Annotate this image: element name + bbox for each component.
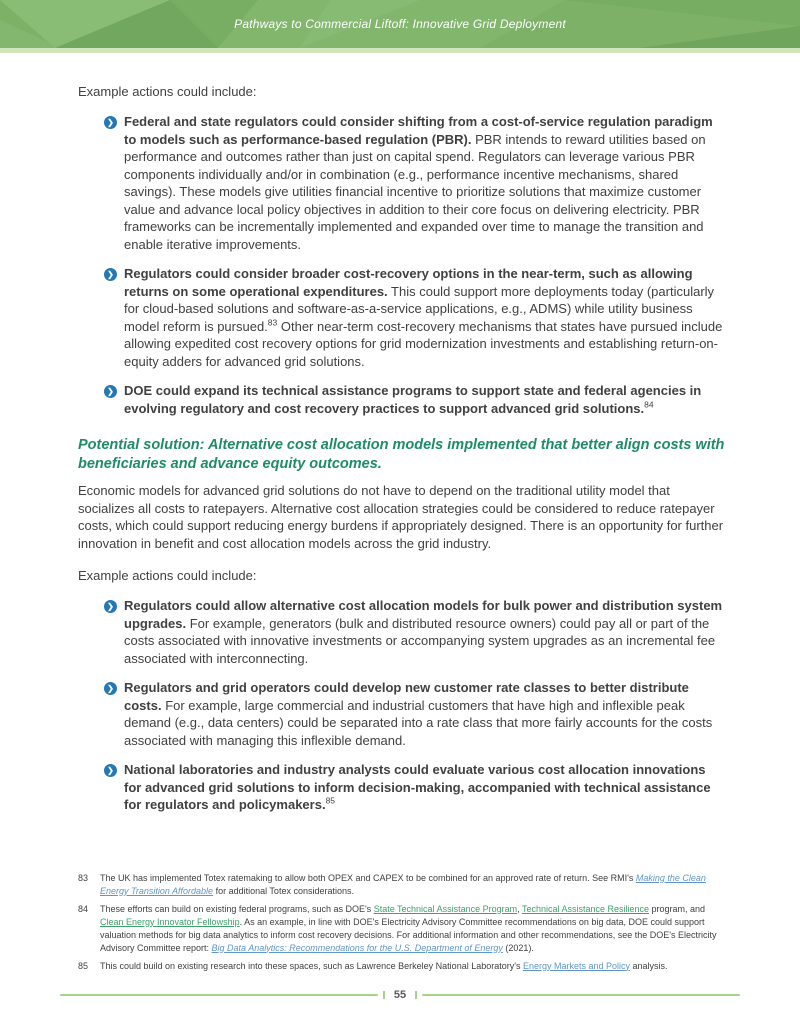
footnote-item: [78, 903, 726, 955]
footnote-body: ,: [517, 903, 522, 914]
bullet-item: [104, 679, 726, 749]
chevron-circle-icon: [104, 116, 117, 129]
footnote-item: [78, 960, 726, 973]
footnote-body: program, and: [649, 903, 706, 914]
bullet-lead: Regulators could allow alternative cost allocation models for bulk power and distribution system upgrades.: [124, 598, 723, 631]
footnote-body: analysis.: [630, 960, 668, 971]
chevron-glyph: ❯: [107, 765, 114, 775]
bullet-text: [124, 597, 726, 667]
footnote-number: 85: [78, 960, 89, 971]
chevron-circle-icon: [104, 682, 117, 695]
footnote-body: (2021).: [502, 942, 534, 953]
footnote-body: These efforts can build on existing federal programs, such as DOE's: [100, 903, 374, 914]
footer-tick-right: [415, 991, 417, 999]
bullet-item: [104, 761, 726, 814]
bullet-text: [124, 113, 726, 253]
footnote-number: 83: [78, 872, 89, 883]
footnote-link[interactable]: Making the Clean Energy Transition Affordable: [100, 872, 706, 896]
chevron-glyph: ❯: [107, 386, 114, 396]
intro-text-1: Example actions could include:: [78, 84, 257, 99]
header-banner: [0, 0, 800, 48]
bullet-body: This could support more deployments today (particularly for cloud-based solutions and software-as-a-service applications, e.g., ADMS) while utility business model reform is pursued.: [124, 283, 715, 334]
page-number: 55: [393, 988, 407, 1001]
footer-rule-right: [422, 994, 740, 996]
footer-rule-left: [60, 994, 378, 996]
bullet-item: [104, 597, 726, 667]
bullet-lead: Federal and state regulators could consider shifting from a cost-of-service regulation paradigm to models such as performance-based regulation (PBR).: [124, 114, 713, 147]
chevron-circle-icon: [104, 600, 117, 613]
footnote-ref: 83: [267, 317, 278, 328]
bullet-body: Other near-term cost-recovery mechanisms that states have pursued include allowing expedited cost recovery options for grid modernization investments and establishing return-on-equity adders for advanced grid solutions.: [124, 318, 723, 369]
bullet-item: [104, 113, 726, 253]
header-strip: [0, 48, 800, 53]
chevron-glyph: ❯: [107, 683, 114, 693]
bullet-text: [124, 265, 726, 370]
footnote-link[interactable]: State Technical Assistance Program: [373, 903, 518, 914]
footnote-body: The UK has implemented Totex ratemaking to allow both OPEX and CAPEX to be combined for an approved rate of return. See RMI's: [100, 872, 636, 883]
page-footer: [0, 989, 800, 1001]
chevron-glyph: ❯: [107, 117, 114, 127]
intro-text-2: Example actions could include:: [78, 568, 257, 583]
footnote-text: [100, 960, 726, 973]
bullet-text: [124, 382, 726, 417]
bullet-list-2: [78, 597, 726, 814]
bullet-lead: National laboratories and industry analysts could evaluate various cost allocation innovations for advanced grid solutions to inform decision-making, accompanied with technical assistance for regulators and policymakers.: [124, 762, 711, 812]
footnote-link[interactable]: Big Data Analytics: Recommendations for the U.S. Department of Energy: [211, 942, 503, 953]
footnote-item: [78, 872, 726, 898]
bullet-text: [124, 761, 726, 814]
bullet-body: For example, large commercial and industrial customers that have high and inflexible peak demand (e.g., data centers) could be separated into a rate class that more fairly accounts for the costs associated with managing this inflexible demand.: [124, 697, 713, 748]
chevron-glyph: ❯: [107, 601, 114, 611]
bullet-body: For example, generators (bulk and distributed resource owners) could pay all or part of the costs associated with innovative investments or accompanying system upgrades as an incremental fee associated with interconnecting.: [124, 615, 716, 666]
bullet-lead: Regulators and grid operators could develop new customer rate classes to better distribute costs.: [124, 680, 689, 713]
chevron-circle-icon: [104, 764, 117, 777]
footnote-number: 84: [78, 903, 89, 914]
footnote-link[interactable]: Technical Assistance Resilience: [521, 903, 650, 914]
bullet-lead: DOE could expand its technical assistance programs to support state and federal agencies in evolving regulatory and cost recovery practices to support advanced grid solutions.: [124, 383, 702, 416]
footnote-link[interactable]: Clean Energy Innovator Fellowship: [100, 916, 240, 927]
bullet-list-1: [78, 113, 726, 417]
bullet-body: PBR intends to reward utilities based on performance and outcomes rather than just on capital spend. Regulators can leverage various PBR components individually and/or in combination (e.g., performance incentive mechanisms, shared savings). These models give utilities financial incentive to prioritize solutions that maximize customer value and advance local policy objectives in addition to their core focus on delivering electricity. PBR frameworks can be incrementally implemented and expanded over time to manage the transition and enable iterative improvements.: [124, 131, 706, 252]
solution-paragraph: Economic models for advanced grid solutions do not have to depend on the traditional utility model that socializes all costs to ratepayers. Alternative cost allocation strategies could be considered to reduce ratepayer costs, which could support reducing energy burdens if appropriately designed. There is an opportunity for further innovation in benefit and cost allocation models across the grid industry.: [78, 483, 724, 551]
footnote-body: for additional Totex considerations.: [213, 885, 354, 896]
footnote-link[interactable]: Energy Markets and Policy: [522, 960, 630, 971]
footnote-body: This could build on existing research into these spaces, such as Lawrence Berkeley National Laboratory's: [100, 960, 523, 971]
footnote-ref: 85: [325, 795, 336, 806]
bullet-item: [104, 382, 726, 417]
footnote-text: [100, 872, 726, 898]
footnote-ref: 84: [644, 399, 654, 410]
footnote-text: [100, 903, 726, 955]
footnotes-section: [78, 872, 726, 973]
bullet-lead: Regulators could consider broader cost-recovery options in the near-term, such as allowing returns on some operational expenditures.: [124, 266, 693, 299]
footnote-body: . As an example, in line with DOE's Electricity Advisory Committee recommendations on big data, DOE could support valuation methods for big data analytics to inform cost recovery decisions. For additional information and other recommendations, see the DOE's Electricity Advisory Committee report:: [100, 916, 717, 953]
bullet-item: [104, 265, 726, 370]
chevron-circle-icon: [104, 268, 117, 281]
chevron-glyph: ❯: [107, 269, 114, 279]
solution-heading: Potential solution: Alternative cost allocation models implemented that better align costs with beneficiaries and advance equity outcomes.: [78, 437, 725, 472]
page-header-title: Pathways to Commercial Liftoff: Innovative Grid Deployment: [234, 17, 566, 31]
chevron-circle-icon: [104, 385, 117, 398]
footer-tick-left: [383, 991, 385, 999]
bullet-text: [124, 679, 726, 749]
page-content: [0, 83, 800, 973]
